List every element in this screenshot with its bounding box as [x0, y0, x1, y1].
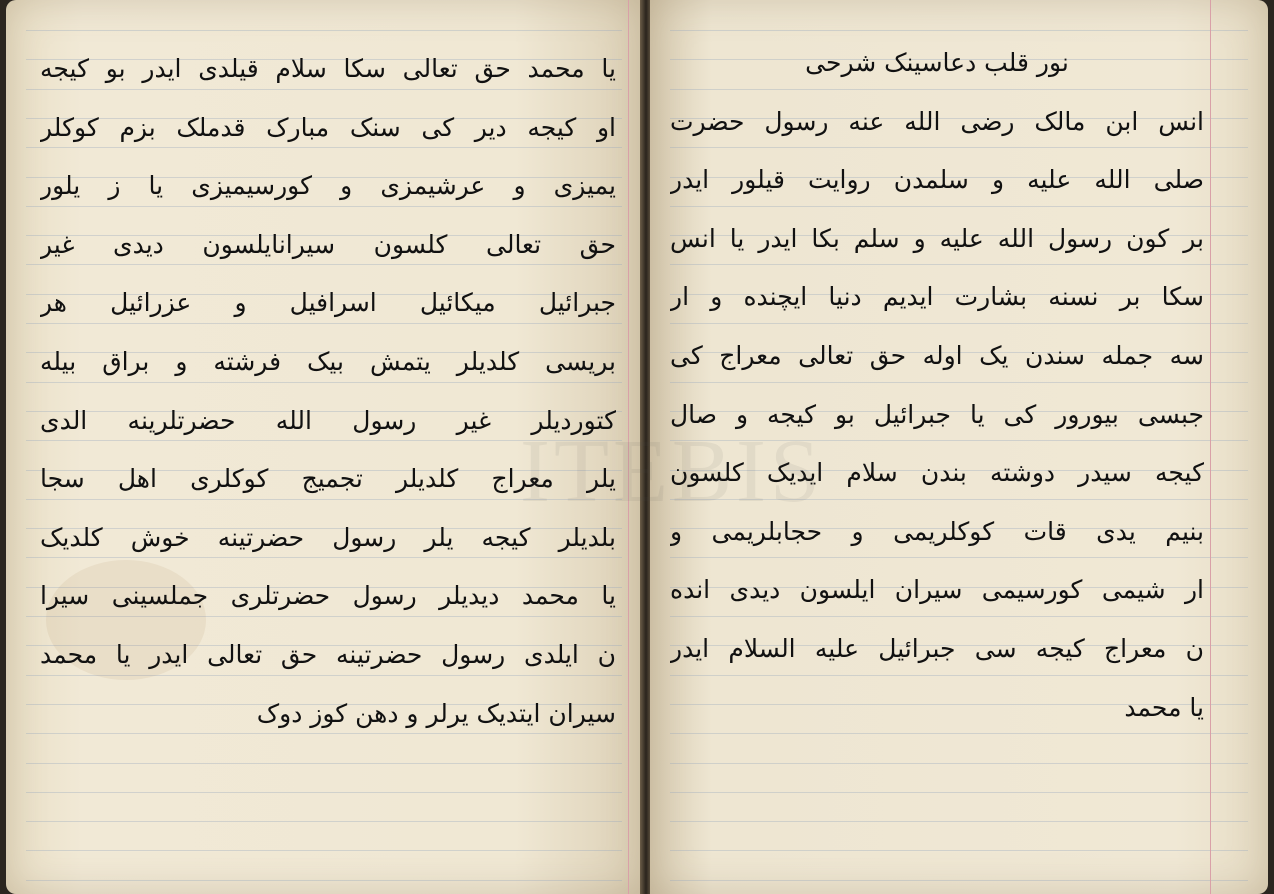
ruled-line: [670, 30, 1248, 31]
manuscript-line: بر کون رسول الله علیه و سلم بکا ایدر یا انس: [670, 223, 1204, 253]
manuscript-line: ن ایلدی رسول حضرتینه حق تعالی ایدر یا محمد: [40, 639, 616, 669]
manuscript-line: یلر معراج کلدیلر تجمیج کوکلری اهل سجا: [40, 464, 616, 494]
watermark: ITEBIS: [520, 422, 824, 521]
ruled-line: [670, 792, 1248, 793]
manuscript-line: حق تعالی کلسون سیرانایلسون دیدی غیر: [40, 229, 616, 259]
manuscript-line: ن معراج کیجه سی جبرائیل علیه السلام ایدر: [670, 633, 1204, 663]
manuscript-line: کتوردیلر غیر رسول الله حضرتلرینه الدی: [40, 405, 616, 435]
ruled-line: [26, 30, 622, 31]
manuscript-line: یمیزی و عرشیمزی و کورسیمیزی یا ز یلور: [40, 171, 616, 201]
manuscript-line: او کیجه دیر کی سنک مبارک قدملک بزم کوکلر: [40, 112, 616, 142]
ruled-line: [26, 880, 622, 881]
manuscript-line: انس ابن مالک رضی الله عنه رسول حضرت: [670, 106, 1204, 136]
manuscript-line: بنیم یدی قات کوکلریمی و حجابلریمی و: [670, 516, 1204, 546]
manuscript-line: جبرائیل میکائیل اسرافیل و عزرائیل هر: [40, 288, 616, 318]
left-page-text: [40, 40, 616, 743]
right-page-text: [670, 34, 1204, 737]
page-title: نور قلب دعاسینک شرحی: [805, 48, 1069, 77]
manuscript-line: سکا بر نسنه بشارت ایدیم دنیا ایچنده و ار: [670, 282, 1204, 312]
manuscript-line: صلی الله علیه و سلمدن روایت قیلور ایدر: [670, 165, 1204, 195]
ruled-line: [670, 821, 1248, 822]
manuscript-line: بلدیلر کیجه یلر رسول حضرتینه خوش کلدیک: [40, 522, 616, 552]
manuscript-line: یا محمد دیدیلر رسول حضرتلری جملسینی سیرا: [40, 581, 616, 611]
ruled-line: [26, 763, 622, 764]
manuscript-line: بریسی کلدیلر یتمش بیک فرشته و براق بیله: [40, 346, 616, 376]
right-page-margin-line: [1210, 0, 1211, 894]
manuscript-line: کیجه سیدر دوشته بندن سلام ایدیک کلسون: [670, 458, 1204, 488]
manuscript-line: ار شیمی کورسیمی سیران ایلسون دیدی انده: [670, 575, 1204, 605]
manuscript-line: سه جمله سندن یک اوله حق تعالی معراج کی: [670, 340, 1204, 370]
manuscript-line: سیران ایتدیک یرلر و دهن کوز دوک: [256, 698, 616, 728]
ruled-line: [670, 850, 1248, 851]
ruled-line: [670, 880, 1248, 881]
manuscript-line: جبسی بیورور کی یا جبرائیل بو کیجه و صال: [670, 399, 1204, 429]
ruled-line: [26, 792, 622, 793]
ruled-line: [26, 850, 622, 851]
manuscript-line: یا محمد: [1124, 692, 1204, 722]
manuscript-line: یا محمد حق تعالی سکا سلام قیلدی ایدر بو کیجه: [40, 54, 616, 83]
ruled-line: [26, 821, 622, 822]
ruled-line: [670, 763, 1248, 764]
